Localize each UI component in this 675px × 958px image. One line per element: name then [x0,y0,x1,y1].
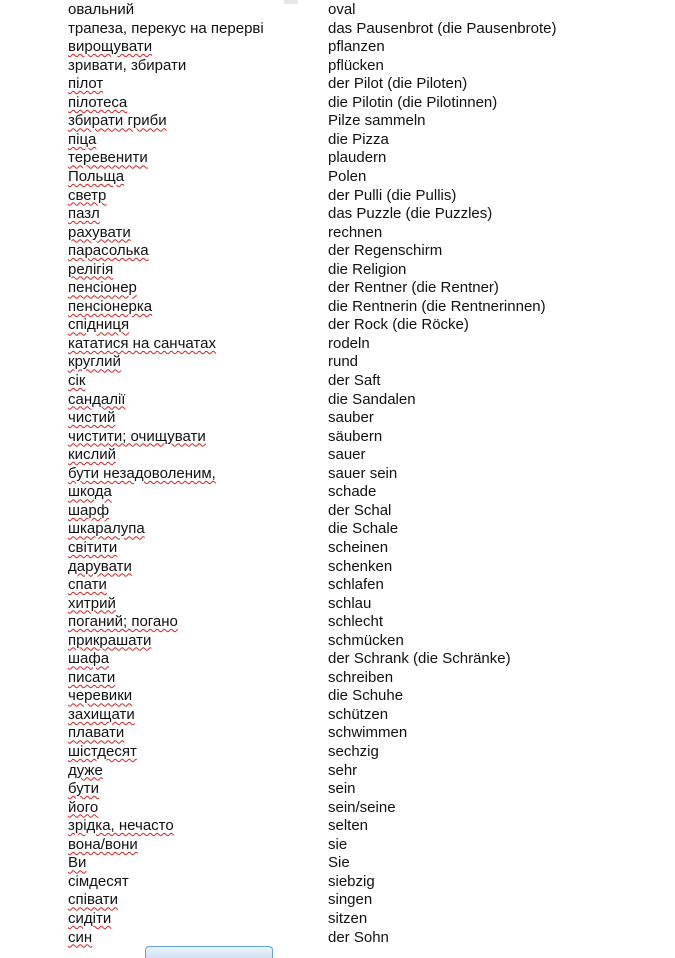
ukrainian-word: шафа [68,650,110,668]
german-word: oval [328,1,356,18]
vocab-row [0,446,675,465]
vocab-row [0,706,675,725]
vocab-row [0,112,675,131]
german-word: sie [328,835,348,853]
vocab-row [0,929,675,948]
vocab-row [0,520,675,539]
german-word: der Schrank (die Schränke) [328,650,511,668]
vocab-row [0,131,675,150]
vocab-row [0,669,675,688]
german-word: singen [328,891,373,909]
vocab-row [0,205,675,224]
ukrainian-word: зривати, збирати [68,56,187,74]
ukrainian-word: писати [68,668,116,686]
german-word: sitzen [328,909,368,927]
ukrainian-word: співати [68,891,119,909]
ukrainian-word: пенсіонерка [68,297,153,315]
german-word: pflücken [328,56,384,74]
ukrainian-word: сидіти [68,909,112,927]
ukrainian-word: бути незадоволеним, [68,464,216,482]
ukrainian-word: прикрашати [68,631,152,649]
german-word: selten [328,817,369,835]
vocab-row [0,558,675,577]
german-word: rechnen [328,223,383,241]
german-word: die Pizza [328,130,389,148]
vocab-row [0,910,675,929]
german-word: die Sandalen [328,390,416,408]
vocab-row [0,465,675,484]
vocab-row [0,38,675,57]
vocab-row [0,817,675,836]
vocab-row [0,762,675,781]
german-word: der Rock (die Röcke) [328,316,469,334]
german-word: Sie [328,854,350,872]
ukrainian-word: пілот [68,75,104,93]
vocab-row [0,632,675,651]
vocab-row [0,483,675,502]
ukrainian-word: рахувати [68,223,131,241]
german-word: sein [328,780,356,798]
ukrainian-word: бути [68,780,100,798]
german-word: die Pilotin (die Pilotinnen) [328,93,498,111]
german-word: schade [328,483,377,501]
vocab-row [0,316,675,335]
ukrainian-word: вирощувати [68,38,153,56]
ukrainian-word: кататися на санчатах [68,334,216,352]
german-word: sauer sein [328,464,398,482]
vocab-row [0,576,675,595]
ukrainian-word: трапеза, перекус на перерві [68,19,264,37]
vocab-row [0,187,675,206]
vocab-row [0,724,675,743]
ukrainian-word: дарувати [68,557,132,575]
german-word: der Pilot (die Piloten) [328,75,468,93]
ukrainian-word: шарф [68,501,110,519]
vocab-row [0,743,675,762]
german-word: die Rentnerin (die Rentnerinnen) [328,297,546,315]
german-word: schreiben [328,668,394,686]
german-word: plaudern [328,149,387,167]
ukrainian-word: його [68,798,99,816]
ukrainian-word: Ви [68,854,87,872]
ukrainian-word: спідниця [68,316,130,334]
german-word: das Puzzle (die Puzzles) [328,205,493,223]
german-word: sein/seine [328,798,396,816]
ukrainian-word: теревенити [68,149,148,167]
german-word: siebzig [328,872,375,890]
ukrainian-word: світити [68,538,118,556]
ukrainian-word: вона/вони [68,835,138,853]
ukrainian-word: сік [68,372,86,389]
german-word: schenken [328,557,393,575]
german-word: schlafen [328,576,384,594]
german-word: pflanzen [328,38,385,56]
vocab-row [0,502,675,521]
ukrainian-word: шкода [68,483,112,501]
vocab-row [0,780,675,799]
vocab-row [0,242,675,261]
ukrainian-word: релігія [68,260,114,278]
german-word: das Pausenbrot (die Pausenbrote) [328,19,557,37]
ukrainian-word: шкаралупа [68,520,145,538]
ukrainian-word: дуже [68,761,103,779]
german-word: sauber [328,409,374,427]
vocab-row [0,298,675,317]
vocab-row [0,687,675,706]
vocab-row [0,353,675,372]
german-word: Polen [328,167,367,185]
german-word: rodeln [328,334,370,352]
german-word: sehr [328,761,358,779]
german-word: sauer [328,446,366,464]
sheet-tab[interactable] [145,946,273,958]
vocab-row [0,168,675,187]
ukrainian-word: захищати [68,705,135,723]
german-word: die Religion [328,260,407,278]
german-word: schützen [328,705,389,723]
ukrainian-word: зрідка, нечасто [68,817,174,835]
ukrainian-word: сандалії [68,390,126,408]
vocab-row [0,873,675,892]
ukrainian-word: кислий [68,446,116,464]
vocab-row [0,836,675,855]
german-word: Pilze sammeln [328,112,426,130]
vocab-row [0,539,675,558]
vocab-row [0,224,675,243]
vocab-row [0,799,675,818]
vocab-row [0,75,675,94]
german-word: schlau [328,594,372,612]
vocab-row [0,57,675,76]
german-word: scheinen [328,538,389,556]
ukrainian-word: чистий [68,409,116,427]
vocab-row [0,854,675,873]
ukrainian-word: плавати [68,724,125,742]
vocab-row [0,335,675,354]
ukrainian-word: шістдесят [68,743,137,760]
vocab-row [0,391,675,410]
german-word: der Pulli (die Pullis) [328,186,457,204]
vocab-row [0,613,675,632]
vocab-row [0,595,675,614]
german-word: sechzig [328,743,379,760]
german-word: der Rentner (die Rentner) [328,279,499,297]
vocab-row [0,20,675,39]
vocab-row [0,428,675,447]
german-word: schmücken [328,631,404,649]
ukrainian-word: светр [68,186,107,204]
ukrainian-word: Польща [68,167,125,185]
german-word: schwimmen [328,724,408,742]
german-word: der Sohn [328,928,389,946]
ukrainian-word: парасолька [68,242,149,260]
vocab-row [0,94,675,113]
ukrainian-word: черевики [68,687,133,705]
ukrainian-word: збирати гриби [68,112,167,130]
ukrainian-word: сімдесят [68,872,129,890]
ukrainian-word: чистити; очищувати [68,427,206,445]
vocab-row [0,650,675,669]
german-word: rund [328,353,359,371]
ukrainian-word: хитрий [68,594,116,612]
german-word: schlecht [328,613,384,631]
ukrainian-word: овальний [68,1,135,18]
ukrainian-word: син [68,928,93,946]
ukrainian-word: спати [68,576,107,594]
vocab-row [0,372,675,391]
ukrainian-word: круглий [68,353,121,371]
vocab-row [0,261,675,280]
ukrainian-word: пазл [68,205,100,223]
ukrainian-word: піца [68,130,97,148]
ukrainian-word: поганий; погано [68,613,178,631]
vocab-row [0,409,675,428]
german-word: die Schale [328,520,399,538]
ukrainian-word: пілотеса [68,93,128,111]
vocab-row [0,149,675,168]
german-word: der Saft [328,372,381,389]
german-word: der Regenschirm [328,242,443,260]
vocab-row [0,891,675,910]
german-word: der Schal [328,501,392,519]
german-word: säubern [328,427,383,445]
vocab-row [0,279,675,298]
vocab-row [0,1,675,20]
german-word: die Schuhe [328,687,404,705]
ukrainian-word: пенсіонер [68,279,137,297]
